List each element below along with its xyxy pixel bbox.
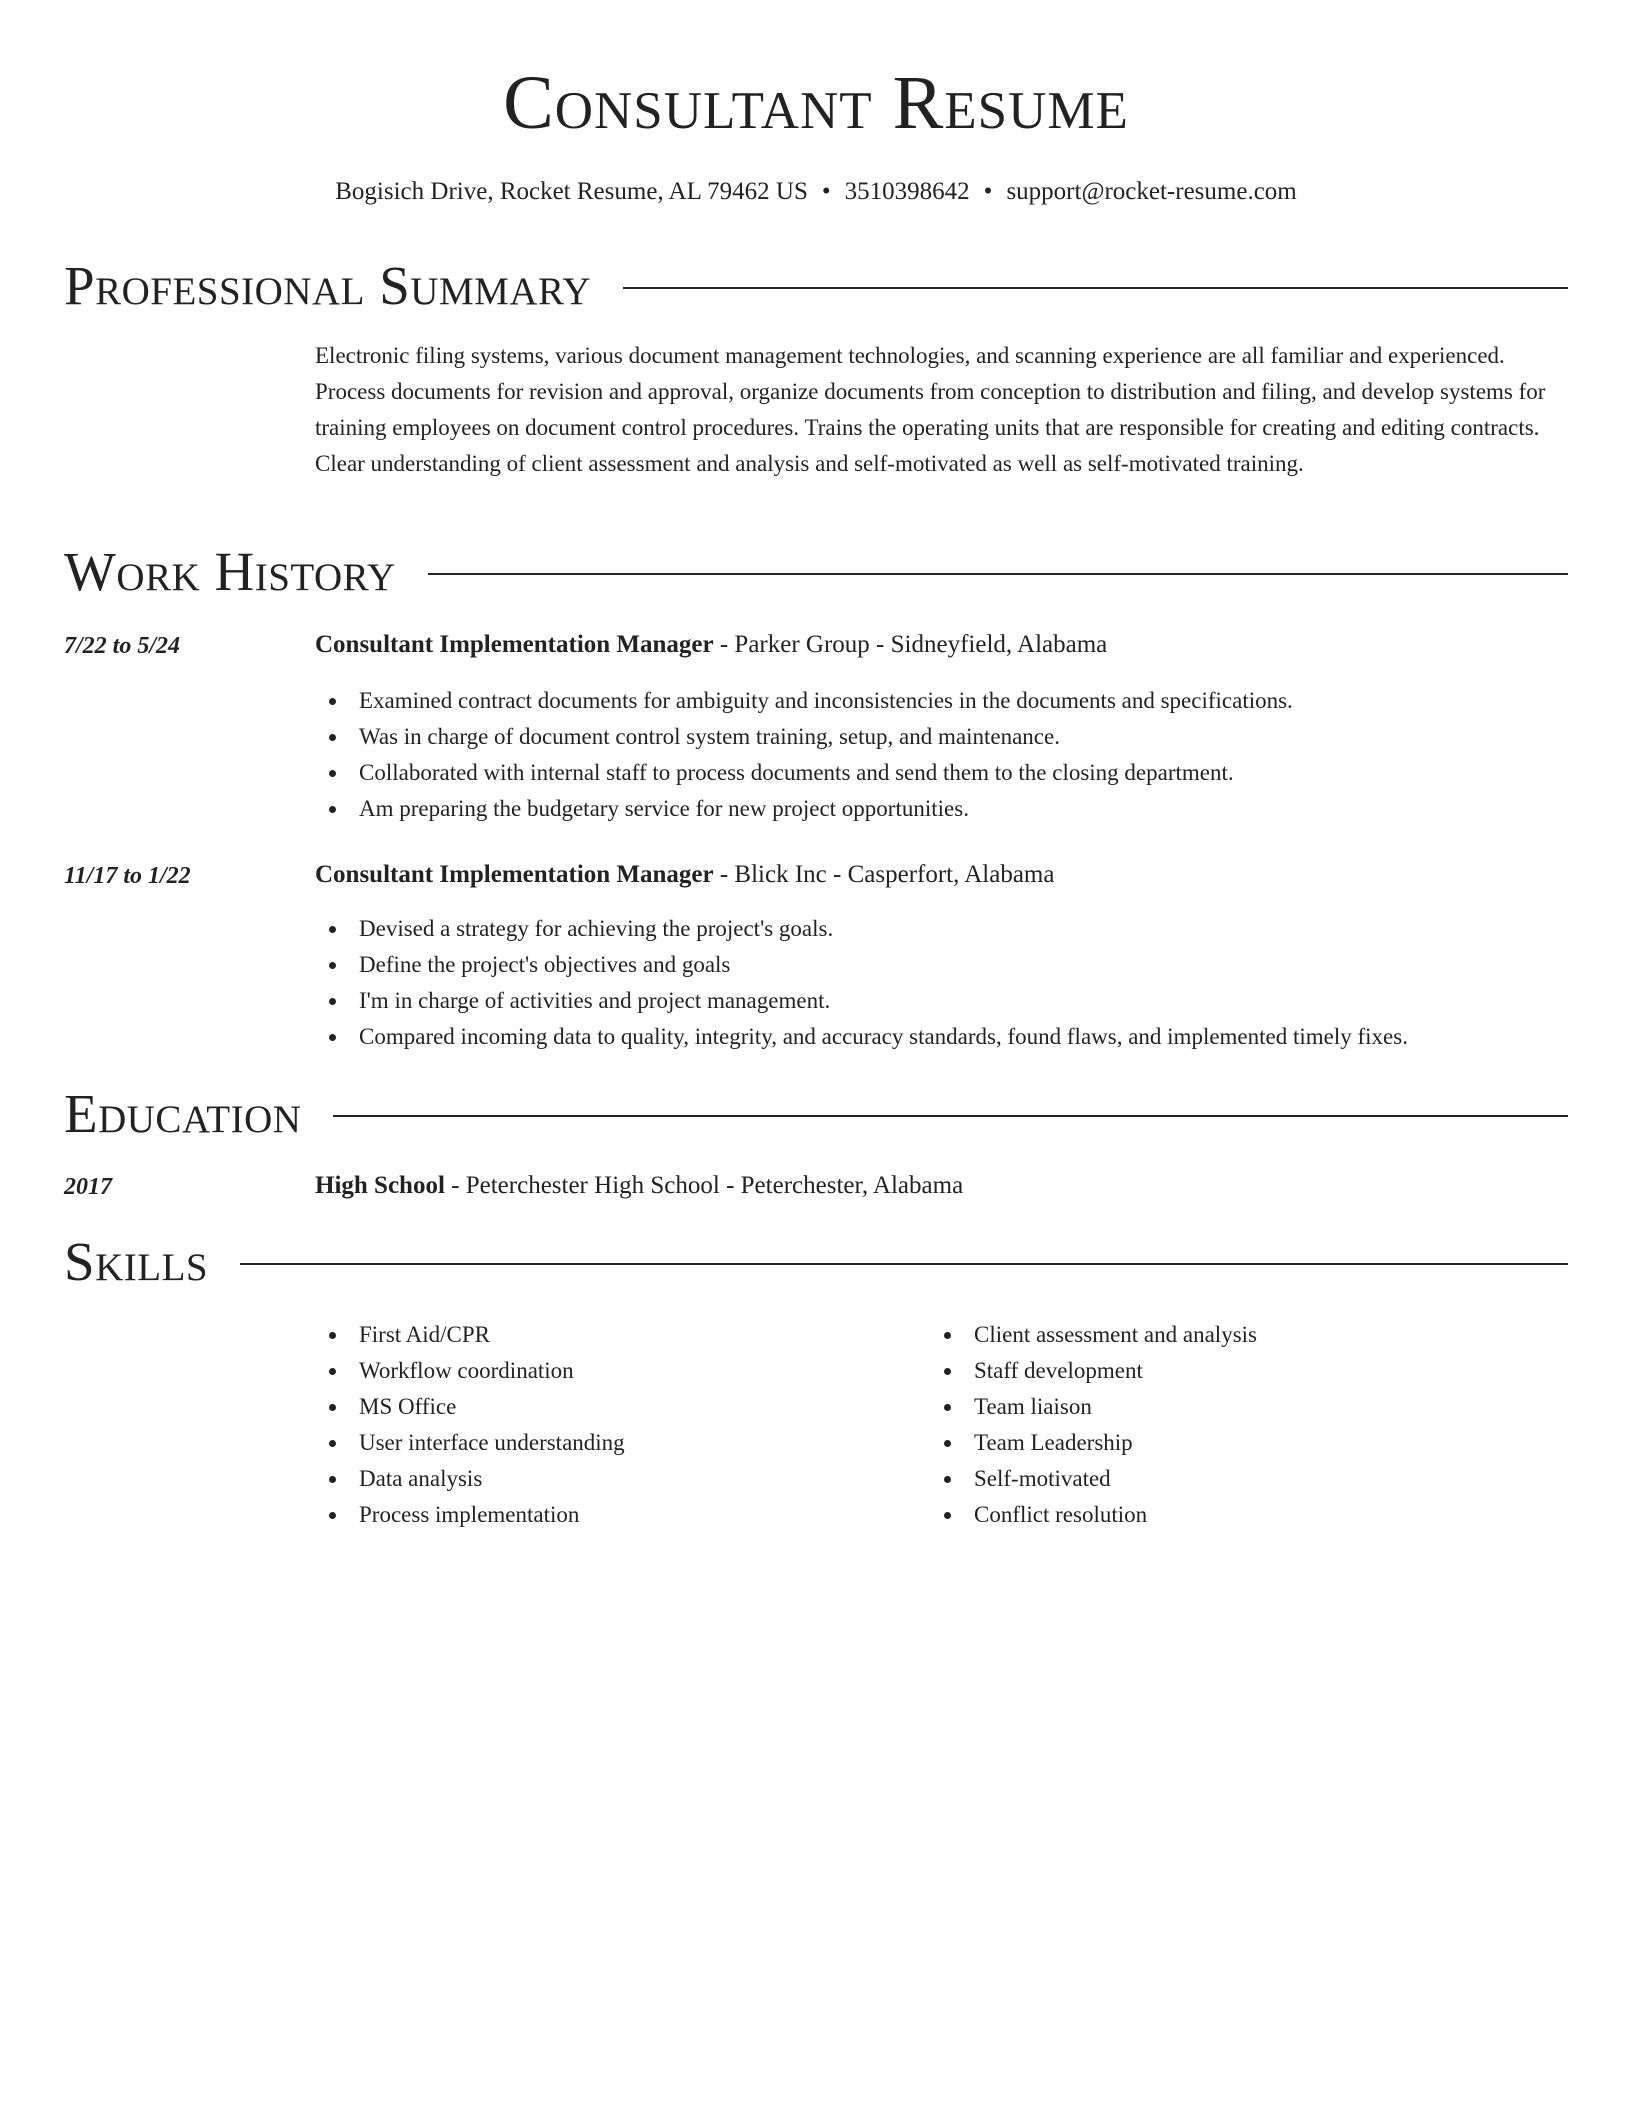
section-divider: [428, 573, 1568, 575]
skill-item: Data analysis: [315, 1461, 1568, 1497]
resume-title: Consultant Resume: [503, 61, 1129, 145]
job-heading: [315, 628, 1107, 662]
education-year: 2017: [64, 1174, 112, 1200]
skill-item: Conflict resolution: [930, 1497, 1632, 1533]
job-details: - Blick Inc - Casperfort, Alabama: [713, 861, 1055, 888]
list-item: I'm in charge of activities and project management.: [315, 983, 1568, 1019]
contact-phone: 3510398642: [844, 178, 970, 205]
job-dates: 7/22 to 5/24: [64, 633, 181, 659]
job-title: Consultant Implementation Manager: [315, 861, 714, 888]
education-details: - Peterchester High School - Peterchester, Alabama: [444, 1172, 964, 1199]
contact-separator: •: [983, 178, 993, 205]
skill-item: Client assessment and analysis: [930, 1317, 1632, 1353]
list-item: Devised a strategy for achieving the project's goals.: [315, 911, 1568, 947]
contact-line: [64, 174, 1568, 210]
list-item: Was in charge of document control system training, setup, and maintenance.: [315, 719, 1568, 755]
job-dates: 11/17 to 1/22: [64, 863, 191, 889]
summary-text: Electronic filing systems, various document management technologies, and scanning experience are all familiar and experienced. Process documents for revision and approval, organize documents from conception to distribution and filing, and develop systems for training employees on document control procedures. Trains the operating units that are responsible for creating and editing contracts. Clear understanding of client assessment and analysis and self-motivated as well as self-motivated training.: [315, 343, 1546, 476]
job-title: Consultant Implementation Manager: [315, 631, 714, 658]
contact-email: support@rocket-resume.com: [1006, 178, 1297, 205]
job-bullets: [315, 911, 1568, 1055]
section-heading-work: [64, 540, 1568, 604]
education-degree: High School: [315, 1172, 445, 1199]
job-bullets: [315, 683, 1568, 827]
list-item: Collaborated with internal staff to process documents and send them to the closing department.: [315, 755, 1568, 791]
skill-item: Process implementation: [315, 1497, 1568, 1533]
education-entry: [315, 1169, 963, 1203]
skill-item: Team Leadership: [930, 1425, 1632, 1461]
skill-item: MS Office: [315, 1389, 1568, 1425]
skill-item: Workflow coordination: [315, 1353, 1568, 1389]
summary-heading: Professional Summary: [64, 255, 592, 316]
list-item: Compared incoming data to quality, integrity, and accuracy standards, found flaws, and implemented timely fixes.: [315, 1019, 1568, 1055]
section-divider: [333, 1115, 1568, 1117]
contact-separator: •: [821, 178, 831, 205]
skill-item: Staff development: [930, 1353, 1632, 1389]
skill-item: Self-motivated: [930, 1461, 1632, 1497]
list-item: Examined contract documents for ambiguity and inconsistencies in the documents and specifications.: [315, 683, 1568, 719]
skill-item: User interface understanding: [315, 1425, 1568, 1461]
education-heading: Education: [64, 1083, 302, 1144]
list-item: Define the project's objectives and goals: [315, 947, 1568, 983]
job-details: - Parker Group - Sidneyfield, Alabama: [713, 631, 1108, 658]
section-divider: [240, 1263, 1568, 1265]
section-heading-education: [64, 1082, 1568, 1146]
job-heading: [315, 858, 1054, 892]
work-heading: Work History: [64, 541, 396, 602]
list-item: Am preparing the budgetary service for new project opportunities.: [315, 791, 1568, 827]
skill-item: First Aid/CPR: [315, 1317, 1568, 1353]
section-heading-summary: [64, 254, 1568, 318]
skill-item: Team liaison: [930, 1389, 1632, 1425]
contact-address: Bogisich Drive, Rocket Resume, AL 79462 US: [335, 178, 808, 205]
skills-heading: Skills: [64, 1231, 209, 1292]
section-divider: [623, 287, 1568, 289]
section-heading-skills: [64, 1230, 1568, 1294]
skills-list-right: [930, 1317, 1632, 1533]
